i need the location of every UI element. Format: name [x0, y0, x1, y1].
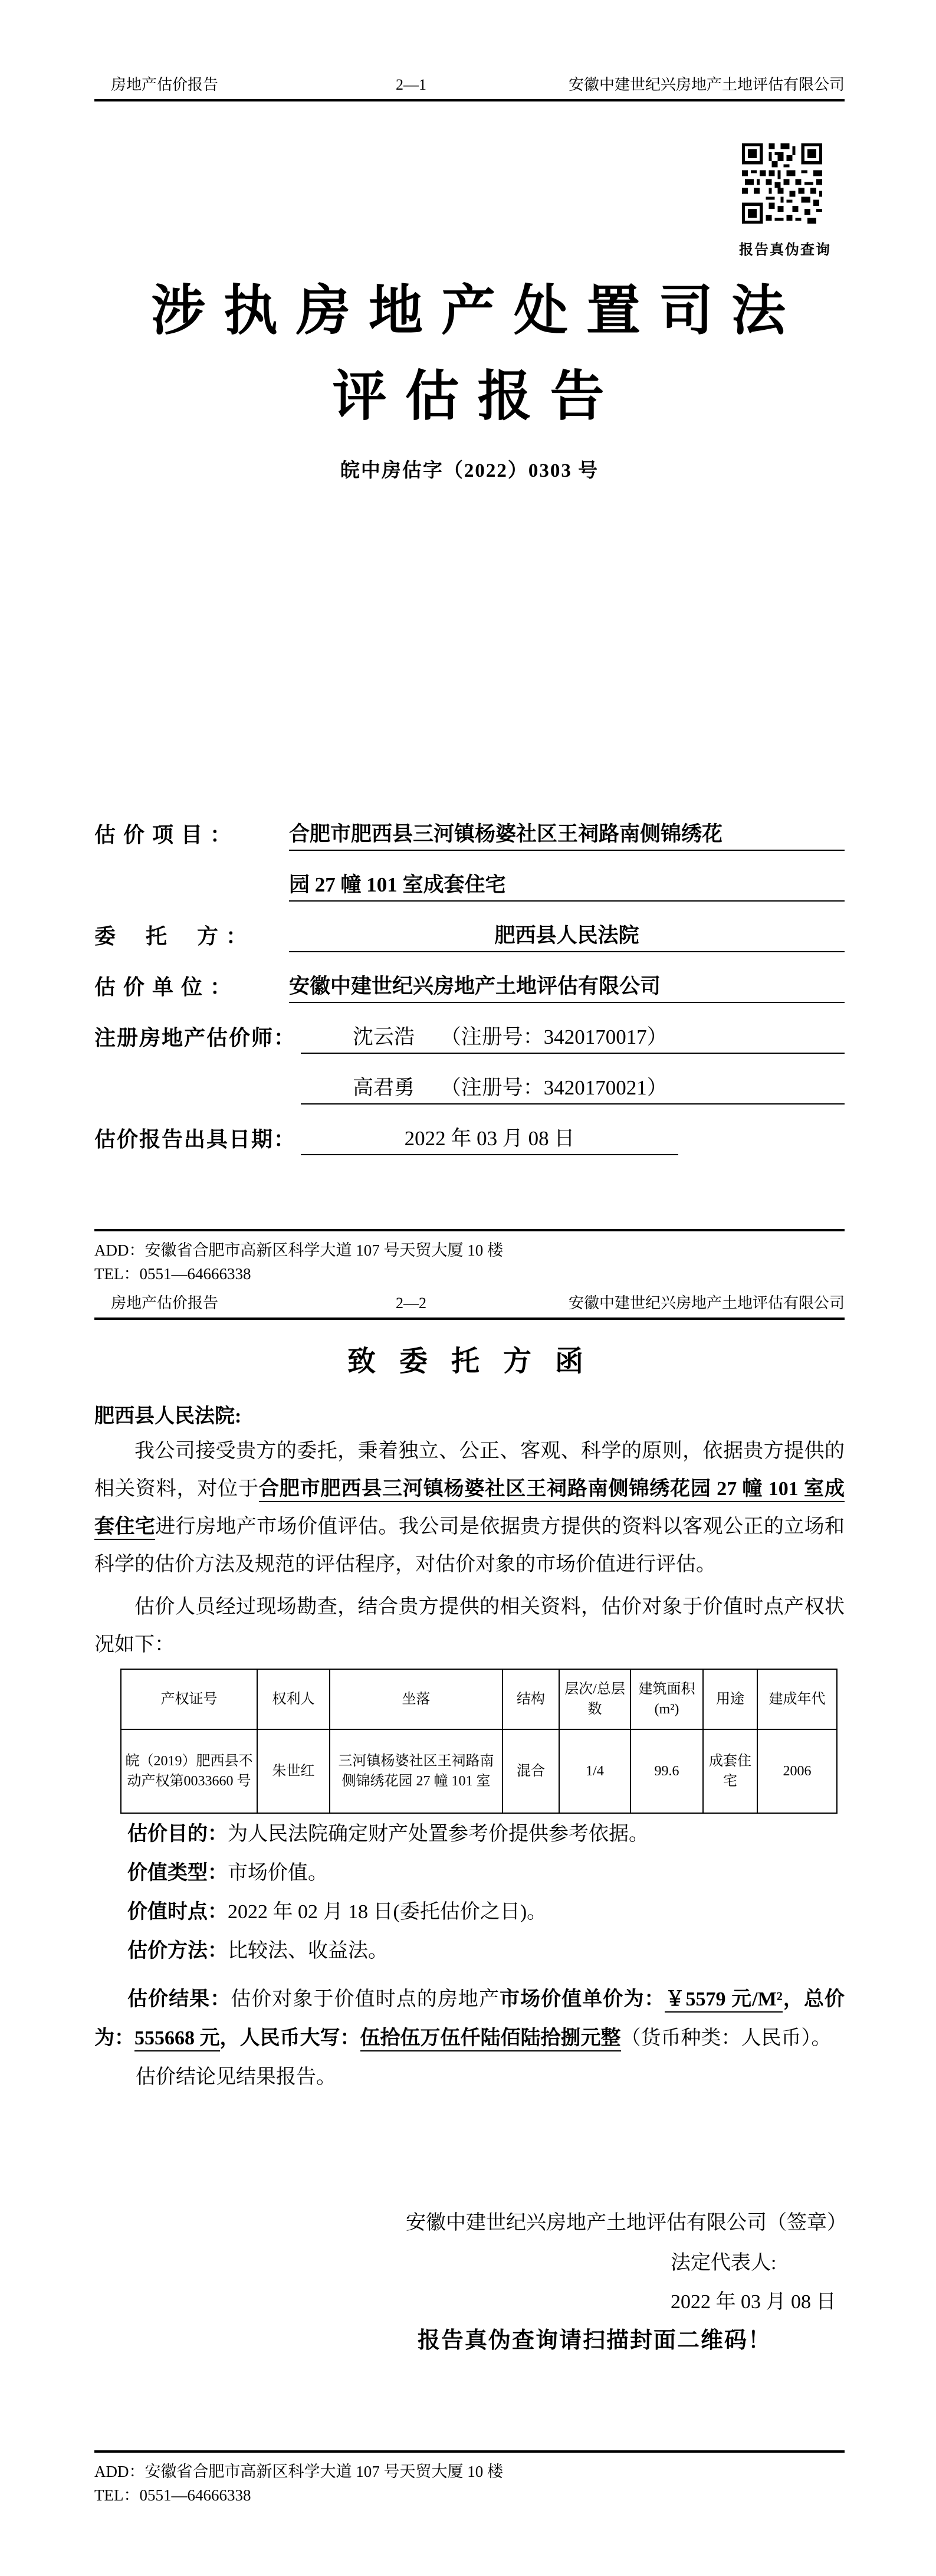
col-header-owner: 权利人 — [257, 1669, 330, 1729]
letter-paragraph-2: 估价人员经过现场勘查，结合贵方提供的相关资料，估价对象于价值时点产权状况如下： — [94, 1596, 845, 1656]
appraisal-summary-block — [94, 1824, 845, 2087]
result-unit-price-label: 市场价值单价为： — [500, 1988, 665, 2010]
footer-address: ADD：安徽省合肥市高新区科学大道 107 号天贸大厦 10 楼 — [94, 1241, 503, 1259]
appraisal-method-line — [94, 1941, 845, 1961]
appraisal-purpose-value: 为人民法院确定财产处置参考价提供参考依据。 — [228, 1823, 649, 1845]
property-info-table-block — [120, 1669, 836, 1814]
qr-verification-note: 报告真伪查询请扫描封面二维码！ — [418, 2328, 772, 2353]
field-appraiser-row1 — [94, 1003, 845, 1054]
cell-use: 成套住宅 — [703, 1729, 757, 1813]
letter-title: 致 委 托 方 函 — [347, 1346, 592, 1377]
letter-paragraph-1 — [94, 1433, 845, 1584]
field-agency-label: 估 价 单 位 ： — [94, 975, 233, 999]
cell-structure: 混合 — [503, 1729, 559, 1813]
running-header-company: 安徽中建世纪兴房地产土地评估有限公司 — [568, 76, 845, 93]
appraisal-purpose-label: 估价目的： — [127, 1823, 228, 1845]
field-client-row — [94, 902, 845, 952]
footer-telephone: TEL：0551—64666338 — [94, 1265, 251, 1283]
field-project-row1 — [94, 800, 845, 851]
col-header-location: 坐落 — [330, 1669, 503, 1729]
field-project-value-line2: 园 27 幢 101 室成套住宅 — [289, 869, 845, 902]
appraisal-method-label: 估价方法： — [127, 1940, 228, 1962]
cell-floor: 1/4 — [559, 1729, 630, 1813]
field-appraiser-label-spacer — [94, 1102, 301, 1105]
col-header-floor: 层次/总层数 — [559, 1669, 630, 1729]
signature-company-seal-line: 安徽中建世纪兴房地产土地评估有限公司（签章） — [406, 2212, 847, 2234]
field-agency-row — [94, 952, 845, 1003]
conclusion-note: 估价结论见结果报告。 — [136, 2066, 336, 2088]
result-total-price-label: ，总价为： — [94, 1988, 845, 2049]
report-number: 皖中房估字（2022）0303 号 — [340, 460, 599, 481]
letter-salutation: 肥西县人民法院: — [94, 1405, 242, 1427]
value-date-label: 价值时点： — [127, 1901, 228, 1923]
field-project-label: 估 价 项 目 ： — [94, 823, 233, 847]
result-currency-note: （货币种类：人民币）。 — [620, 2027, 832, 2049]
cover-fields-block — [94, 800, 845, 1155]
legal-representative-line: 法定代表人: — [671, 2252, 777, 2274]
col-header-area: 建筑面积(m²) — [630, 1669, 703, 1729]
field-agency-value: 安徽中建世纪兴房地产土地评估有限公司 — [289, 970, 845, 1003]
cell-owner: 朱世红 — [257, 1729, 330, 1813]
table-header-row — [121, 1669, 837, 1729]
report-verification-qr-block — [739, 139, 831, 258]
running-header-doc-type: 房地产估价报告 — [111, 76, 219, 93]
paragraph1-intro-text: 我公司接受贵方的委托，秉着独立、公正、客观、科学的原则，依据贵方提供的相关资料，对位于 — [94, 1440, 845, 1500]
qr-code-icon — [739, 139, 825, 228]
value-date-line — [94, 1902, 845, 1922]
page2-page-number: 2—2 — [396, 1294, 426, 1312]
signature-date-line: 2022 年 03 月 08 日 — [671, 2291, 836, 2313]
report-title-line1: 涉 执 房 地 产 处 置 司 法 — [150, 281, 788, 341]
paragraph1-property-address: 合肥市肥西县三河镇杨婆社区王祠路南侧锦绣花园 27 幢 101 室成套住宅 — [94, 1478, 845, 1540]
signature-block — [94, 2210, 845, 2356]
footer-address: ADD：安徽省合肥市高新区科学大道 107 号天贸大厦 10 楼 — [94, 2463, 503, 2480]
page1-running-footer — [94, 1229, 845, 1286]
cover-title-block — [94, 268, 845, 483]
qr-caption: 报告真伪查询 — [739, 242, 831, 258]
field-project-label-spacer — [94, 899, 289, 902]
cell-year-built: 2006 — [757, 1729, 837, 1813]
value-date-value: 2022 年 02 月 18 日(委托估价之日)。 — [228, 1901, 547, 1923]
result-amount-words-label: ，人民币大写： — [219, 2027, 360, 2049]
page1-page-number: 2—1 — [396, 76, 426, 93]
field-appraiser-label: 注册房地产估价师： — [94, 1026, 297, 1050]
report-title-line2: 评 估 报 告 — [332, 366, 607, 427]
cell-cert-number: 皖（2019）肥西县不动产权第0033660 号 — [121, 1729, 257, 1813]
col-header-cert-number: 产权证号 — [121, 1669, 257, 1729]
appraisal-result-label: 估价结果： — [127, 1988, 231, 2010]
field-client-label: 委 托 方 ： — [94, 925, 249, 948]
result-total-price-value: 555668 元 — [134, 2027, 220, 2051]
field-issue-date-label: 估价报告出具日期： — [94, 1128, 297, 1151]
value-type-line — [94, 1863, 845, 1883]
value-type-value: 市场价值。 — [228, 1862, 328, 1884]
appraisal-result-paragraph — [94, 1980, 845, 2058]
col-header-use: 用途 — [703, 1669, 757, 1729]
field-issue-date-row — [94, 1105, 845, 1155]
appraisal-method-value: 比较法、收益法。 — [228, 1940, 388, 1962]
page1-running-header — [94, 71, 845, 101]
footer-telephone: TEL：0551—64666338 — [94, 2486, 251, 2504]
field-project-value-line1: 合肥市肥西县三河镇杨婆社区王祠路南侧锦绣花 — [289, 818, 845, 851]
appraisal-purpose-line — [94, 1824, 845, 1844]
property-info-table — [120, 1669, 838, 1814]
field-issue-date-value: 2022 年 03 月 08 日 — [301, 1122, 678, 1155]
result-amount-words-value: 伍拾伍万伍仟陆佰陆拾捌元整 — [360, 2027, 621, 2051]
page2-running-header — [94, 1289, 845, 1320]
running-header-company: 安徽中建世纪兴房地产土地评估有限公司 — [568, 1294, 845, 1312]
field-appraiser2-value: 高君勇 （注册号：3420170021） — [301, 1071, 845, 1105]
cell-location: 三河镇杨婆社区王祠路南侧锦绣花园 27 幢 101 室 — [330, 1729, 503, 1813]
col-header-structure: 结构 — [503, 1669, 559, 1729]
result-lead-text: 估价对象于价值时点的房地产 — [231, 1988, 500, 2010]
field-project-row2 — [94, 851, 845, 902]
running-header-doc-type: 房地产估价报告 — [111, 1294, 219, 1312]
col-header-year-built: 建成年代 — [757, 1669, 837, 1729]
paragraph1-closing-text: 进行房地产市场价值评估。我公司是依据贵方提供的资料以客观公正的立场和科学的估价方法及规范的评估程序，对估价对象的市场价值进行评估。 — [94, 1516, 845, 1575]
field-appraiser-row2 — [94, 1054, 845, 1105]
field-client-value: 肥西县人民法院 — [289, 919, 845, 952]
table-row — [121, 1729, 837, 1813]
cell-area: 99.6 — [630, 1729, 703, 1813]
page2-running-footer — [94, 2450, 845, 2507]
result-unit-price-value: ￥5579 元/M² — [665, 1988, 782, 2013]
value-type-label: 价值类型： — [127, 1862, 228, 1884]
field-appraiser1-value: 沈云浩 （注册号：3420170017） — [301, 1021, 845, 1054]
